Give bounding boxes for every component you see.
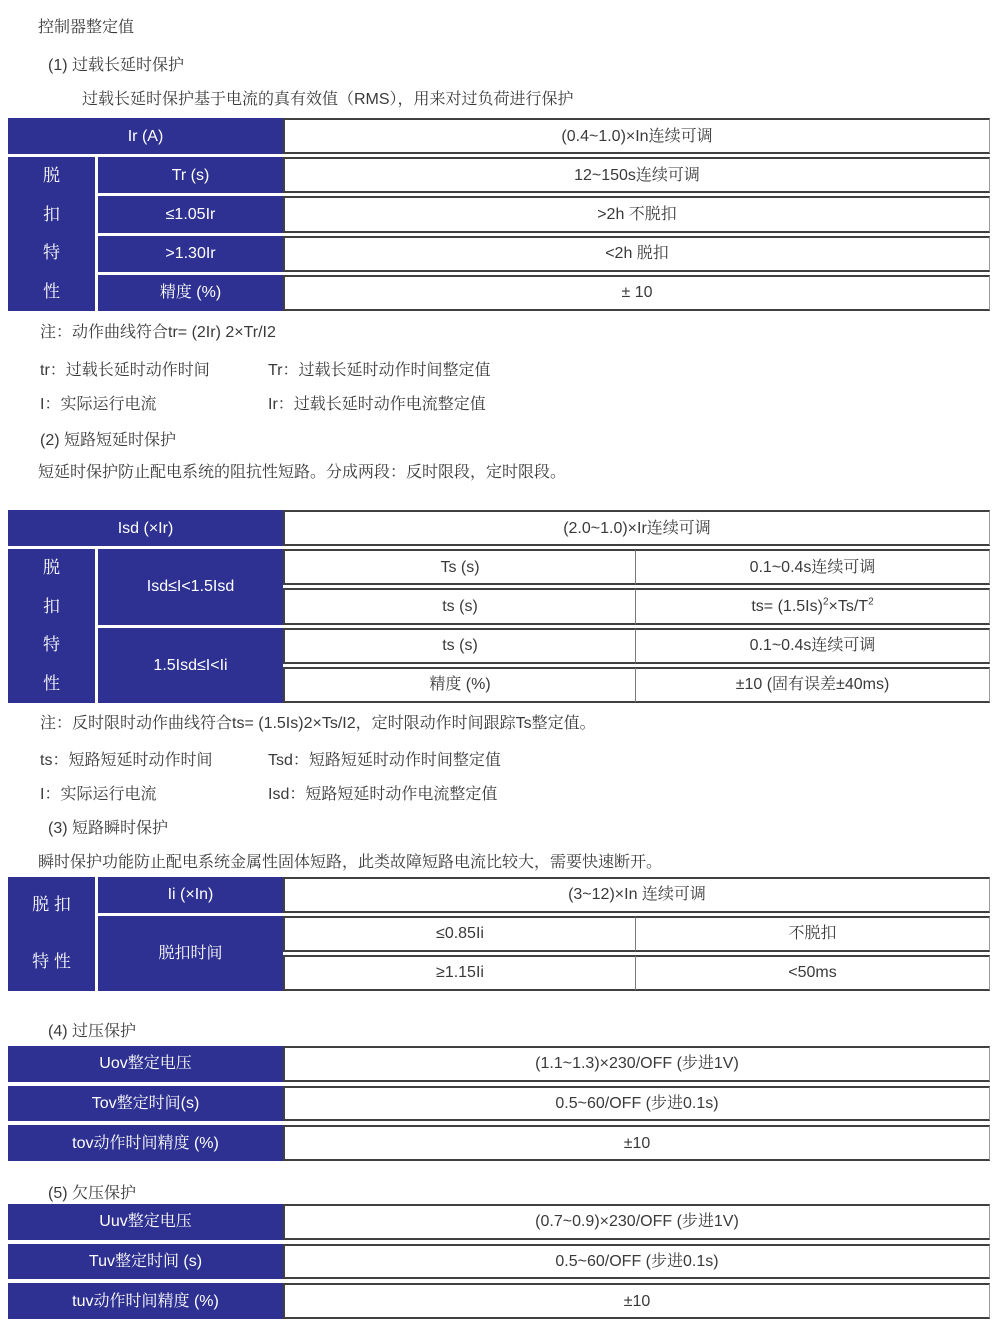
note-term: tr：过载长延时动作时间: [40, 362, 210, 379]
table-header-cell: Isd (×Ir): [8, 510, 283, 546]
row-label-cell: Uuv整定电压: [8, 1204, 283, 1240]
table-cell: (3~12)×In 连续可调: [283, 877, 990, 913]
vertical-char: 性: [43, 673, 60, 693]
vertical-char: 特: [43, 243, 60, 263]
table-header-cell: Ii (×In): [95, 877, 283, 913]
section-3-heading: (3) 短路瞬时保护: [48, 820, 169, 837]
note-definition: Tsd：短路短延时动作时间整定值: [268, 752, 501, 769]
table-cell: (0.7~0.9)×230/OFF (步进1V): [283, 1204, 990, 1240]
row-label-cell: Tr (s): [95, 157, 283, 193]
note-line: 注：反时限时动作曲线符合ts= (1.5Is)2×Ts/I2，定时限动作时间跟踪Ts整定值。: [40, 715, 596, 732]
trip-characteristic-label: [8, 157, 95, 311]
vertical-line: 脱 扣: [32, 895, 71, 915]
table-header-cell: Ir (A): [8, 118, 283, 154]
table-cell: ±10: [283, 1125, 990, 1161]
table-cell: 0.5~60/OFF (步进0.1s): [283, 1244, 990, 1280]
row-label-cell: Tov整定时间(s): [8, 1086, 283, 1122]
page-title: 控制器整定值: [38, 19, 135, 36]
row-label-cell: Tuv整定时间 (s): [8, 1244, 283, 1280]
vertical-line: 特 性: [32, 952, 71, 972]
formula-text: $ts= (1.5Is)^2\times Ts/T^2$: [751, 596, 874, 615]
row-label-cell: Uov整定电压: [8, 1046, 283, 1082]
note-definition: Isd：短路短延时动作电流整定值: [268, 786, 498, 803]
note-term: ts：短路短延时动作时间: [40, 752, 213, 769]
instantaneous-protection-table: [8, 877, 990, 991]
table-cell: 0.1~0.4s连续可调: [635, 549, 990, 585]
section-4-heading: (4) 过压保护: [48, 1023, 137, 1040]
note-line: [40, 357, 491, 380]
vertical-char: 性: [43, 281, 60, 301]
vertical-char: 脱: [43, 166, 60, 186]
row-label-cell: >1.30Ir: [95, 236, 283, 272]
table-cell: >2h 不脱扣: [283, 196, 990, 232]
note-line: [40, 391, 486, 414]
table-cell: <2h 脱扣: [283, 236, 990, 272]
table-cell: ± 10: [283, 275, 990, 311]
table-cell: 精度 (%): [283, 667, 635, 703]
note-definition: Tr：过载长延时动作时间整定值: [268, 362, 491, 379]
table-cell: 不脱扣: [635, 916, 990, 952]
row-label-cell: 精度 (%): [95, 275, 283, 311]
overload-protection-table: [8, 118, 990, 311]
trip-time-group-label: 脱扣时间: [95, 916, 283, 991]
section-1-description: 过载长延时保护基于电流的真有效值（RMS），用来对过负荷进行保护: [82, 91, 574, 108]
short-delay-protection-table: [8, 510, 990, 703]
section-2-heading: (2) 短路短延时保护: [40, 432, 177, 449]
table-cell: (2.0~1.0)×Ir连续可调: [283, 510, 990, 546]
section-5-heading: (5) 欠压保护: [48, 1185, 137, 1202]
table-cell: 0.5~60/OFF (步进0.1s): [283, 1086, 990, 1122]
table-cell: (1.1~1.3)×230/OFF (步进1V): [283, 1046, 990, 1082]
table-cell: (0.4~1.0)×In连续可调: [283, 118, 990, 154]
table-cell: ts (s): [283, 588, 635, 624]
vertical-char: 脱: [43, 558, 60, 578]
table-cell: ±10 (固有误差±40ms): [635, 667, 990, 703]
section-2-description: 短延时保护防止配电系统的阻抗性短路。分成两段：反时限段，定时限段。: [38, 464, 567, 481]
table-cell: 0.1~0.4s连续可调: [635, 628, 990, 664]
note-line: [40, 747, 501, 770]
vertical-char: 扣: [43, 596, 60, 616]
current-range-group-label: Isd≤I<1.5Isd: [95, 549, 283, 624]
table-cell: ts (s): [283, 628, 635, 664]
note-definition: Ir：过载长延时动作电流整定值: [268, 396, 486, 413]
note-term: I：实际运行电流: [40, 786, 157, 803]
table-cell: 12~150s连续可调: [283, 157, 990, 193]
current-range-group-label: 1.5Isd≤I<Ii: [95, 628, 283, 703]
vertical-char: 扣: [43, 204, 60, 224]
row-label-cell: tov动作时间精度 (%): [8, 1125, 283, 1161]
trip-characteristic-label: [8, 549, 95, 703]
vertical-char: 特: [43, 635, 60, 655]
note-term: I：实际运行电流: [40, 396, 157, 413]
table-cell: ≥1.15Ii: [283, 955, 635, 991]
table-cell: <50ms: [635, 955, 990, 991]
note-line: [40, 781, 497, 804]
formula-cell: [635, 588, 990, 624]
undervoltage-protection-table: [8, 1204, 990, 1319]
section-1-heading: (1) 过载长延时保护: [48, 57, 185, 74]
note-line: 注：动作曲线符合tr= (2Ir) 2×Tr/I2: [40, 324, 276, 341]
table-cell: ±10: [283, 1283, 990, 1319]
row-label-cell: tuv动作时间精度 (%): [8, 1283, 283, 1319]
table-cell: Ts (s): [283, 549, 635, 585]
trip-characteristic-label: [8, 877, 95, 991]
row-label-cell: ≤1.05Ir: [95, 196, 283, 232]
table-cell: ≤0.85Ii: [283, 916, 635, 952]
section-3-description: 瞬时保护功能防止配电系统金属性固体短路，此类故障短路电流比较大，需要快速断开。: [38, 854, 663, 871]
overvoltage-protection-table: [8, 1046, 990, 1161]
